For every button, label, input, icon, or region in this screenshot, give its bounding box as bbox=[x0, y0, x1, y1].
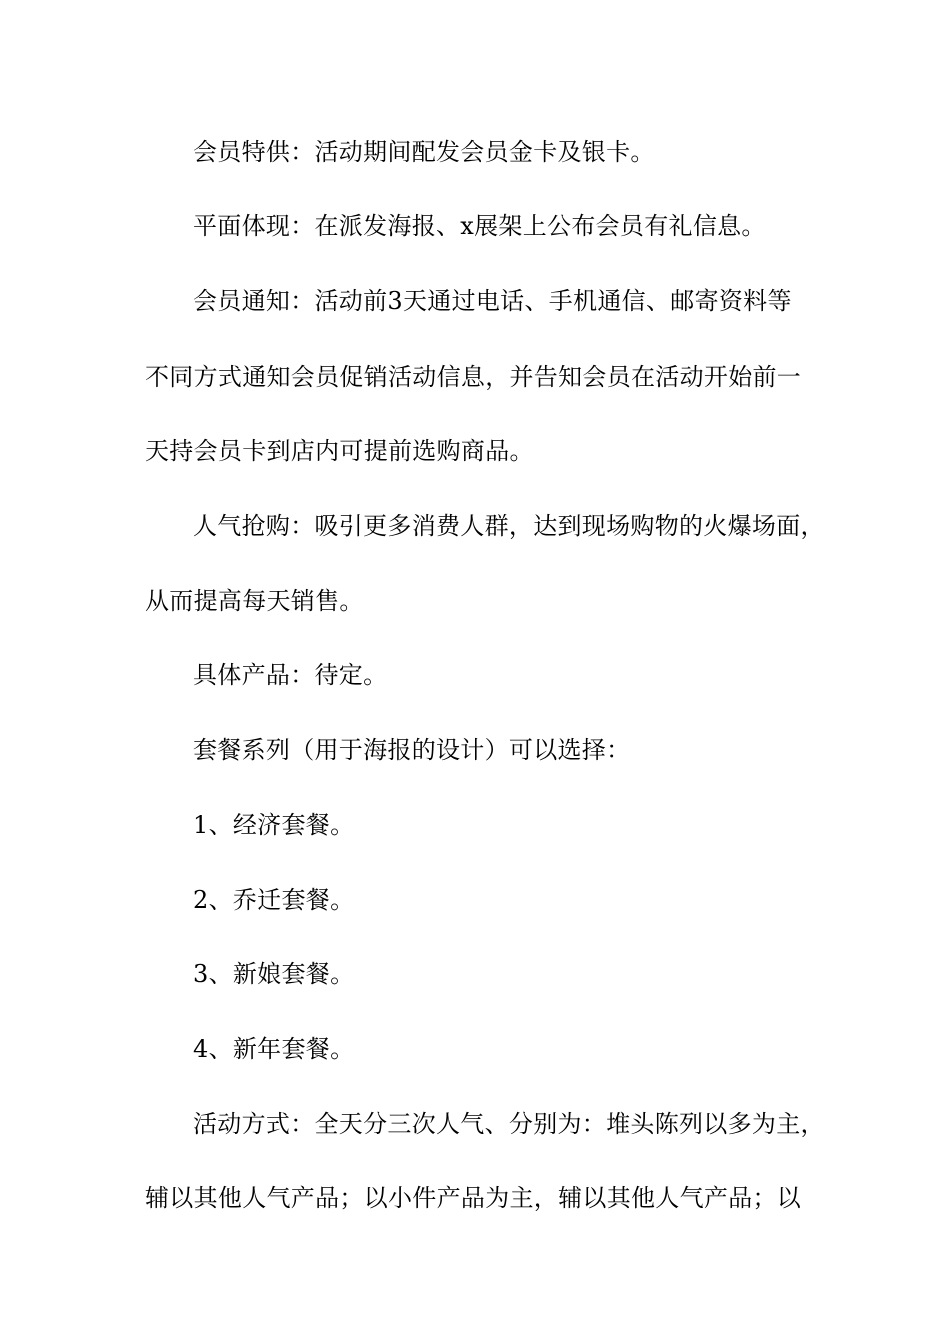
paragraph-specific-products: 具体产品：待定。 bbox=[193, 661, 388, 689]
list-item-package-4: 4、新年套餐。 bbox=[193, 1035, 355, 1063]
paragraph-package-series: 套餐系列（用于海报的设计）可以选择： bbox=[193, 736, 631, 764]
paragraph-member-notice-line-1: 会员通知：活动前3天通过电话、手机通信、邮寄资料等 bbox=[193, 287, 792, 315]
paragraph-activity-method-line-1: 活动方式：全天分三次人气、分别为：堆头陈列以多为主， bbox=[193, 1110, 825, 1138]
paragraph-member-special: 会员特供：活动期间配发会员金卡及银卡。 bbox=[193, 138, 655, 166]
paragraph-activity-method-line-2: 辅以其他人气产品；以小件产品为主，辅以其他人气产品；以 bbox=[145, 1184, 802, 1212]
list-item-package-1: 1、经济套餐。 bbox=[193, 811, 355, 839]
paragraph-print-display: 平面体现：在派发海报、x展架上公布会员有礼信息。 bbox=[193, 212, 766, 240]
paragraph-member-notice-line-3: 天持会员卡到店内可提前选购商品。 bbox=[145, 437, 534, 465]
list-item-package-3: 3、新娘套餐。 bbox=[193, 960, 355, 988]
list-item-package-2: 2、乔迁套餐。 bbox=[193, 886, 355, 914]
paragraph-popularity-line-1: 人气抢购：吸引更多消费人群，达到现场购物的火爆场面， bbox=[193, 512, 825, 540]
paragraph-member-notice-line-2: 不同方式通知会员促销活动信息，并告知会员在活动开始前一 bbox=[145, 363, 802, 391]
paragraph-popularity-line-2: 从而提高每天销售。 bbox=[145, 587, 364, 615]
